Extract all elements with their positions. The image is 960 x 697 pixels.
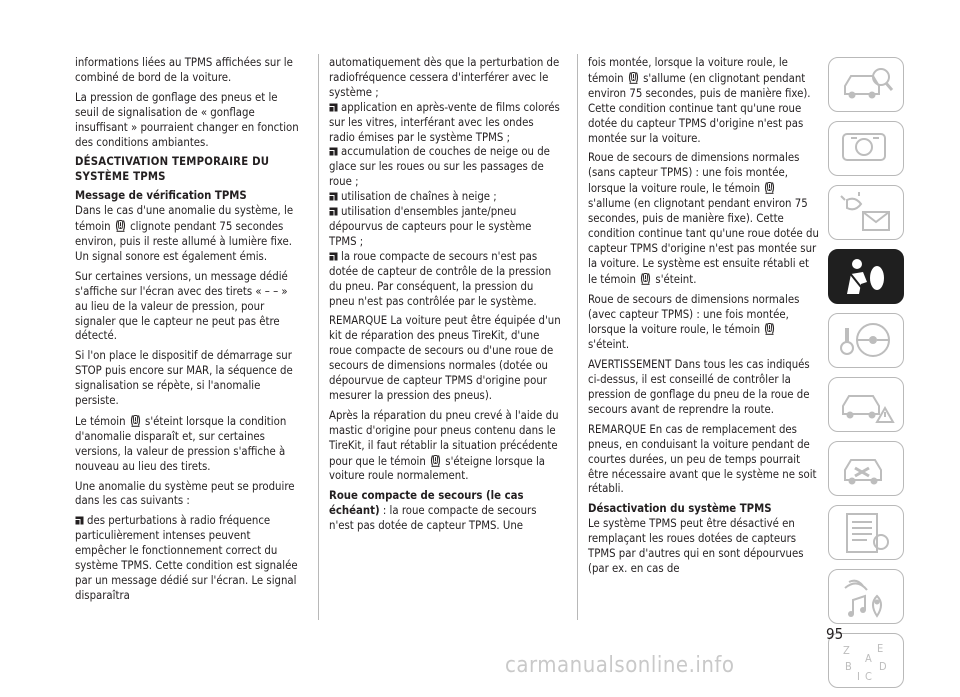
tab-safety[interactable]	[828, 249, 904, 304]
chapter-tabs	[828, 57, 904, 697]
tab-emergency[interactable]	[828, 377, 904, 432]
svg-text:B: B	[845, 660, 852, 673]
bullet-icon	[329, 103, 338, 112]
bullet-item: utilisation d'ensembles jante/pneu dépourvus de capteurs pour le système TPMS ;	[329, 205, 532, 248]
multimedia-icon	[839, 576, 895, 618]
tab-dashboard[interactable]	[828, 57, 904, 112]
svg-text:D: D	[879, 660, 887, 673]
tab-doors[interactable]	[828, 121, 904, 176]
paragraph: Le système TPMS peut être désactivé en remplaçant les roues dotées de capteurs TPMS par d'autres qui en sont dépourvues (par ex. en cas de	[588, 517, 804, 575]
subsection-heading: Désactivation du système TPMS	[588, 502, 772, 516]
bullet-icon	[329, 207, 338, 216]
car-doors-icon	[839, 128, 895, 170]
svg-text:E: E	[877, 642, 884, 655]
subsection-heading: Roue compacte de secours (le cas échéant)	[329, 489, 524, 518]
tab-maintenance[interactable]	[828, 441, 904, 496]
car-dashboard-icon	[839, 64, 895, 106]
lights-message-icon	[839, 192, 895, 234]
tpms-warning-icon	[764, 322, 775, 335]
paragraph: Sur certaines versions, un message dédié s'affiche sur l'écran avec des tirets « – – » au lieu de la valeur de pression, pour signaler que le capteur ne peut pas être détecté.	[75, 269, 288, 343]
paragraph: automatiquement dès que la perturbation de radiofréquence cessera d'interférer avec le système ;	[329, 56, 560, 99]
bullet-icon	[329, 252, 338, 261]
emergency-car-icon	[839, 384, 895, 426]
tpms-warning-icon	[764, 181, 775, 194]
bullet-item: application en après-vente de films colorés sur les vitres, interférant avec les ondes radio émises par le système TPMS ;	[329, 100, 560, 144]
tab-starting-driving[interactable]	[828, 313, 904, 368]
watermark: carmanualsonline.info	[505, 653, 735, 678]
paragraph: Roue compacte de secours (le cas échéant) : la roue compacte de secours n'est pas dotée de capteur TPMS. Une	[329, 489, 537, 533]
bullet-item: la roue compacte de secours n'est pas dotée de capteur de contrôle de la pression du pneu. Par conséquent, la pression du pneu n'est pas contrôlée par le système.	[329, 249, 552, 308]
tpms-warning-icon	[115, 219, 126, 232]
paragraph: REMARQUE En cas de remplacement des pneus, en conduisant la voiture pendant de courtes durées, un peu de temps pourrait être nécessaire avant que le système ne soit rétabli.	[588, 422, 817, 496]
technical-data-icon	[839, 512, 895, 554]
section-heading: DÉSACTIVATION TEMPORAIRE DU SYSTÈME TPMS	[75, 155, 270, 184]
paragraph: Si l'on place le dispositif de démarrage sur STOP puis encore sur MAR, la séquence de signalisation se répète, si l'anomalie persiste.	[75, 349, 293, 408]
bullet-icon	[329, 192, 338, 201]
paragraph: Le témoin s'éteint lorsque la condition d'anomalie disparaît et, sur certaines versions, la valeur de pression s'affiche à nouveau au lieu des tirets.	[75, 414, 287, 473]
svg-text:A: A	[865, 652, 872, 665]
paragraph: Une anomalie du système peut se produire dans les cas suivants :	[75, 479, 295, 508]
subsection-heading: Message de vérification TPMS	[75, 189, 247, 203]
tab-lights-messages[interactable]	[828, 185, 904, 240]
paragraph: Roue de secours de dimensions normales (avec capteur TPMS) : une fois montée, lorsque la voiture roule, le témoin s'éteint.	[588, 292, 800, 352]
bullet-icon	[75, 516, 84, 525]
tab-multimedia[interactable]	[828, 569, 904, 624]
paragraph: Après la réparation du pneu crevé à l'aide du mastic d'origine pour pneus contenu dans le TireKit, il faut rétablir la situation précédente pour que le témoin s'éteigne lorsque la voiture roule normalement.	[329, 408, 559, 483]
paragraph: La pression de gonflage des pneus et le seuil de signalisation de « gonflage insuffisant » pourraient changer en fonction des conditions ambiantes.	[75, 90, 299, 149]
paragraph: REMARQUE La voiture peut être équipée d'un kit de réparation des pneus TireKit, d'une roue compacte de secours ou d'une roue de secours de dimensions normales (dotée ou dépourvue de capteur TPMS d'origine pour mesurer la pression des pneus).	[329, 314, 561, 402]
tab-technical-data[interactable]	[828, 505, 904, 560]
tpms-warning-icon	[628, 71, 639, 84]
bullet-icon	[329, 147, 338, 156]
bullet-item: des perturbations à radio fréquence particulièrement intenses peuvent empêcher le fonctionnement correct du système TPMS. Cette condition est signalée par un message dédié sur l'écran. Le signal disparaîtra	[75, 514, 298, 602]
bullet-item: utilisation de chaînes à neige ;	[329, 190, 561, 205]
svg-text:Z: Z	[843, 644, 850, 657]
text-column-1	[75, 56, 303, 609]
svg-text:C: C	[865, 670, 872, 682]
paragraph: AVERTISSEMENT Dans tous les cas indiqués ci-dessus, il est conseillé de contrôler la pression de gonflage du pneu de la roue de secours avant de reprendre la route.	[588, 358, 810, 416]
paragraph: informations liées au TPMS affichées sur le combiné de bord de la voiture.	[75, 56, 293, 84]
text-column-3	[588, 56, 820, 582]
tpms-warning-icon	[640, 272, 651, 285]
starting-driving-icon	[839, 320, 895, 362]
column-divider-1	[318, 54, 319, 620]
column-divider-2	[577, 54, 578, 620]
bullet-item: accumulation de couches de neige ou de glace sur les roues ou sur les passages de roue ;	[329, 145, 550, 189]
tpms-warning-icon	[430, 454, 441, 467]
page-number: 95	[826, 625, 844, 643]
paragraph: Dans le cas d'une anomalie du système, le témoin clignote pendant 75 secondes environ, puis il reste allumé à lumière fixe. Un signal sonore est également émis.	[75, 204, 294, 263]
text-column-2	[329, 56, 561, 539]
svg-text:I: I	[857, 670, 860, 682]
paragraph: fois montée, lorsque la voiture roule, le témoin s'allume (en clignotant pendant environ 75 secondes, puis de manière fixe). Cette condition continue tant qu'une roue dotée du capteur TPMS d'origine n'est pas montée sur la voiture.	[588, 56, 811, 145]
paragraph: Roue de secours de dimensions normales (sans capteur TPMS) : une fois montée, lorsque la voiture roule, le témoin s'allume (en clignotant pendant environ 75 secondes, puis de manière fixe). Cette condition continue tant qu'une roue dotée du capteur TPMS d'origine n'est pas montée sur la voiture. Le système est ensuite rétabli et le témoin s'éteint.	[588, 151, 819, 286]
maintenance-car-icon	[839, 448, 895, 490]
airbag-seatbelt-icon	[839, 256, 895, 298]
index-icon	[839, 640, 895, 682]
tpms-warning-icon	[130, 414, 141, 427]
